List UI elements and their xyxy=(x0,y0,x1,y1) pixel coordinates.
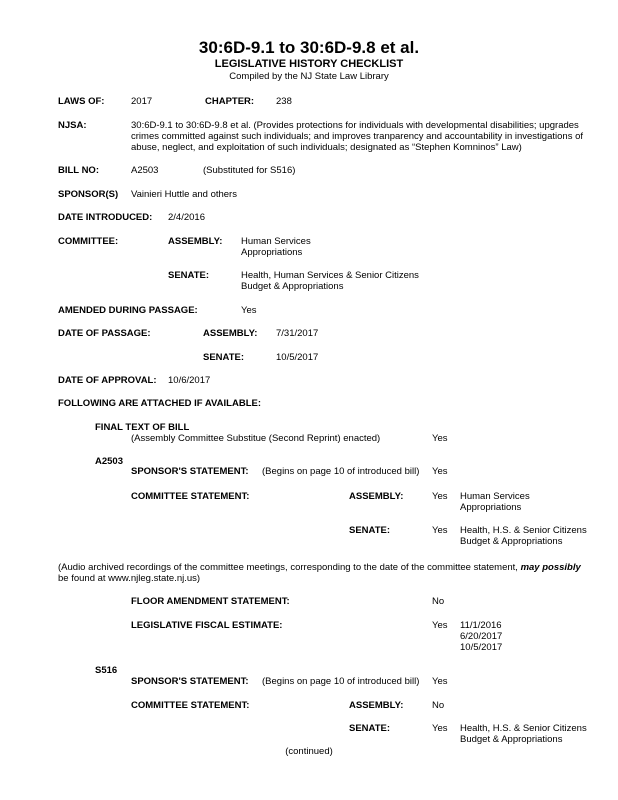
date-introduced-value: 2/4/2016 xyxy=(168,212,205,223)
fiscal-date-1: 11/1/2016 xyxy=(460,620,502,631)
s516-sponsor-value: Yes xyxy=(432,676,448,687)
a2503-senate-committee-1: Health, H.S. & Senior Citizens xyxy=(460,525,587,536)
final-text-value: Yes xyxy=(432,433,448,444)
passage-assembly-value: 7/31/2017 xyxy=(276,328,319,339)
final-text-note: (Assembly Committee Substitue (Second Reprint) enacted) xyxy=(131,433,381,444)
fiscal-date-2: 6/20/2017 xyxy=(460,631,503,642)
s516-sponsor-label: SPONSOR'S STATEMENT: xyxy=(131,676,249,687)
a2503-senate-label: SENATE: xyxy=(349,525,390,536)
committee-assembly-1: Human Services xyxy=(241,236,311,247)
fiscal-estimate-label: LEGISLATIVE FISCAL ESTIMATE: xyxy=(131,620,283,631)
committee-senate-2: Budget & Appropriations xyxy=(241,281,344,292)
s516-senate-committee-2: Budget & Appropriations xyxy=(460,734,563,745)
passage-label: DATE OF PASSAGE: xyxy=(58,328,151,339)
final-text-label: FINAL TEXT OF BILL xyxy=(95,422,190,433)
continued-note: (continued) xyxy=(285,746,333,757)
bill-no-value: A2503 xyxy=(131,165,159,176)
s516-senate-committee-1: Health, H.S. & Senior Citizens xyxy=(460,723,587,734)
a2503-committee-label: COMMITTEE STATEMENT: xyxy=(131,491,250,502)
a2503-label: A2503 xyxy=(95,456,123,467)
sponsors-value: Vainieri Huttle and others xyxy=(131,189,237,200)
chapter-label: CHAPTER: xyxy=(205,96,255,107)
a2503-senate-value: Yes xyxy=(432,525,448,536)
a2503-assembly-committee-2: Appropriations xyxy=(460,502,522,513)
audio-note-line2: be found at www.njleg.state.nj.us) xyxy=(58,573,201,584)
fiscal-estimate-value: Yes xyxy=(432,620,448,631)
s516-senate-value: Yes xyxy=(432,723,448,734)
amended-label: AMENDED DURING PASSAGE: xyxy=(58,305,198,316)
attached-heading: FOLLOWING ARE ATTACHED IF AVAILABLE: xyxy=(58,398,261,409)
a2503-sponsor-note: (Begins on page 10 of introduced bill) xyxy=(262,466,420,477)
date-introduced-label: DATE INTRODUCED: xyxy=(58,212,153,223)
page-title: 30:6D-9.1 to 30:6D-9.8 et al. xyxy=(198,38,420,57)
a2503-sponsor-label: SPONSOR'S STATEMENT: xyxy=(131,466,249,477)
njsa-description: 30:6D-9.1 to 30:6D-9.8 et al. (Provides protections for individuals with developmental disabilities; upgrades crimes committed against such individuals; and improves tranparency and accountability in investigations of abuse, neglect, and exploitation of such individuals; designated as “Stephen Komninos” Law) xyxy=(131,120,584,153)
sponsors-label: SPONSOR(S) xyxy=(58,189,119,200)
floor-amendment-value: No xyxy=(432,596,445,607)
s516-senate-label: SENATE: xyxy=(349,723,390,734)
fiscal-date-3: 10/5/2017 xyxy=(460,642,503,653)
bill-no-note: (Substituted for S516) xyxy=(203,165,296,176)
s516-assembly-label: ASSEMBLY: xyxy=(349,700,404,711)
laws-of-label: LAWS OF: xyxy=(58,96,105,107)
committee-assembly-2: Appropriations xyxy=(241,247,303,258)
audio-note-line1: (Audio archived recordings of the committee meetings, corresponding to the date of the committee statement, may possibly xyxy=(58,562,581,573)
amended-value: Yes xyxy=(241,305,257,316)
a2503-assembly-committee-1: Human Services xyxy=(460,491,530,502)
laws-of-value: 2017 xyxy=(131,96,153,107)
passage-senate-value: 10/5/2017 xyxy=(276,352,319,363)
a2503-sponsor-value: Yes xyxy=(432,466,448,477)
compiled-by: Compiled by the NJ State Law Library xyxy=(229,71,389,82)
committee-senate-label: SENATE: xyxy=(168,270,209,281)
passage-senate-label: SENATE: xyxy=(203,352,244,363)
s516-assembly-value: No xyxy=(432,700,445,711)
committee-assembly-label: ASSEMBLY: xyxy=(168,236,223,247)
s516-label: S516 xyxy=(95,665,118,676)
s516-committee-label: COMMITTEE STATEMENT: xyxy=(131,700,250,711)
committee-label: COMMITTEE: xyxy=(58,236,119,247)
page-subtitle: LEGISLATIVE HISTORY CHECKLIST xyxy=(214,58,404,70)
passage-assembly-label: ASSEMBLY: xyxy=(203,328,258,339)
approval-value: 10/6/2017 xyxy=(168,375,211,386)
chapter-value: 238 xyxy=(276,96,292,107)
a2503-assembly-label: ASSEMBLY: xyxy=(349,491,404,502)
a2503-assembly-value: Yes xyxy=(432,491,448,502)
approval-label: DATE OF APPROVAL: xyxy=(58,375,157,386)
bill-no-label: BILL NO: xyxy=(58,165,99,176)
s516-sponsor-note: (Begins on page 10 of introduced bill) xyxy=(262,676,420,687)
a2503-senate-committee-2: Budget & Appropriations xyxy=(460,536,563,547)
floor-amendment-label: FLOOR AMENDMENT STATEMENT: xyxy=(131,596,290,607)
committee-senate-1: Health, Human Services & Senior Citizens xyxy=(241,270,419,281)
njsa-label: NJSA: xyxy=(58,120,87,131)
